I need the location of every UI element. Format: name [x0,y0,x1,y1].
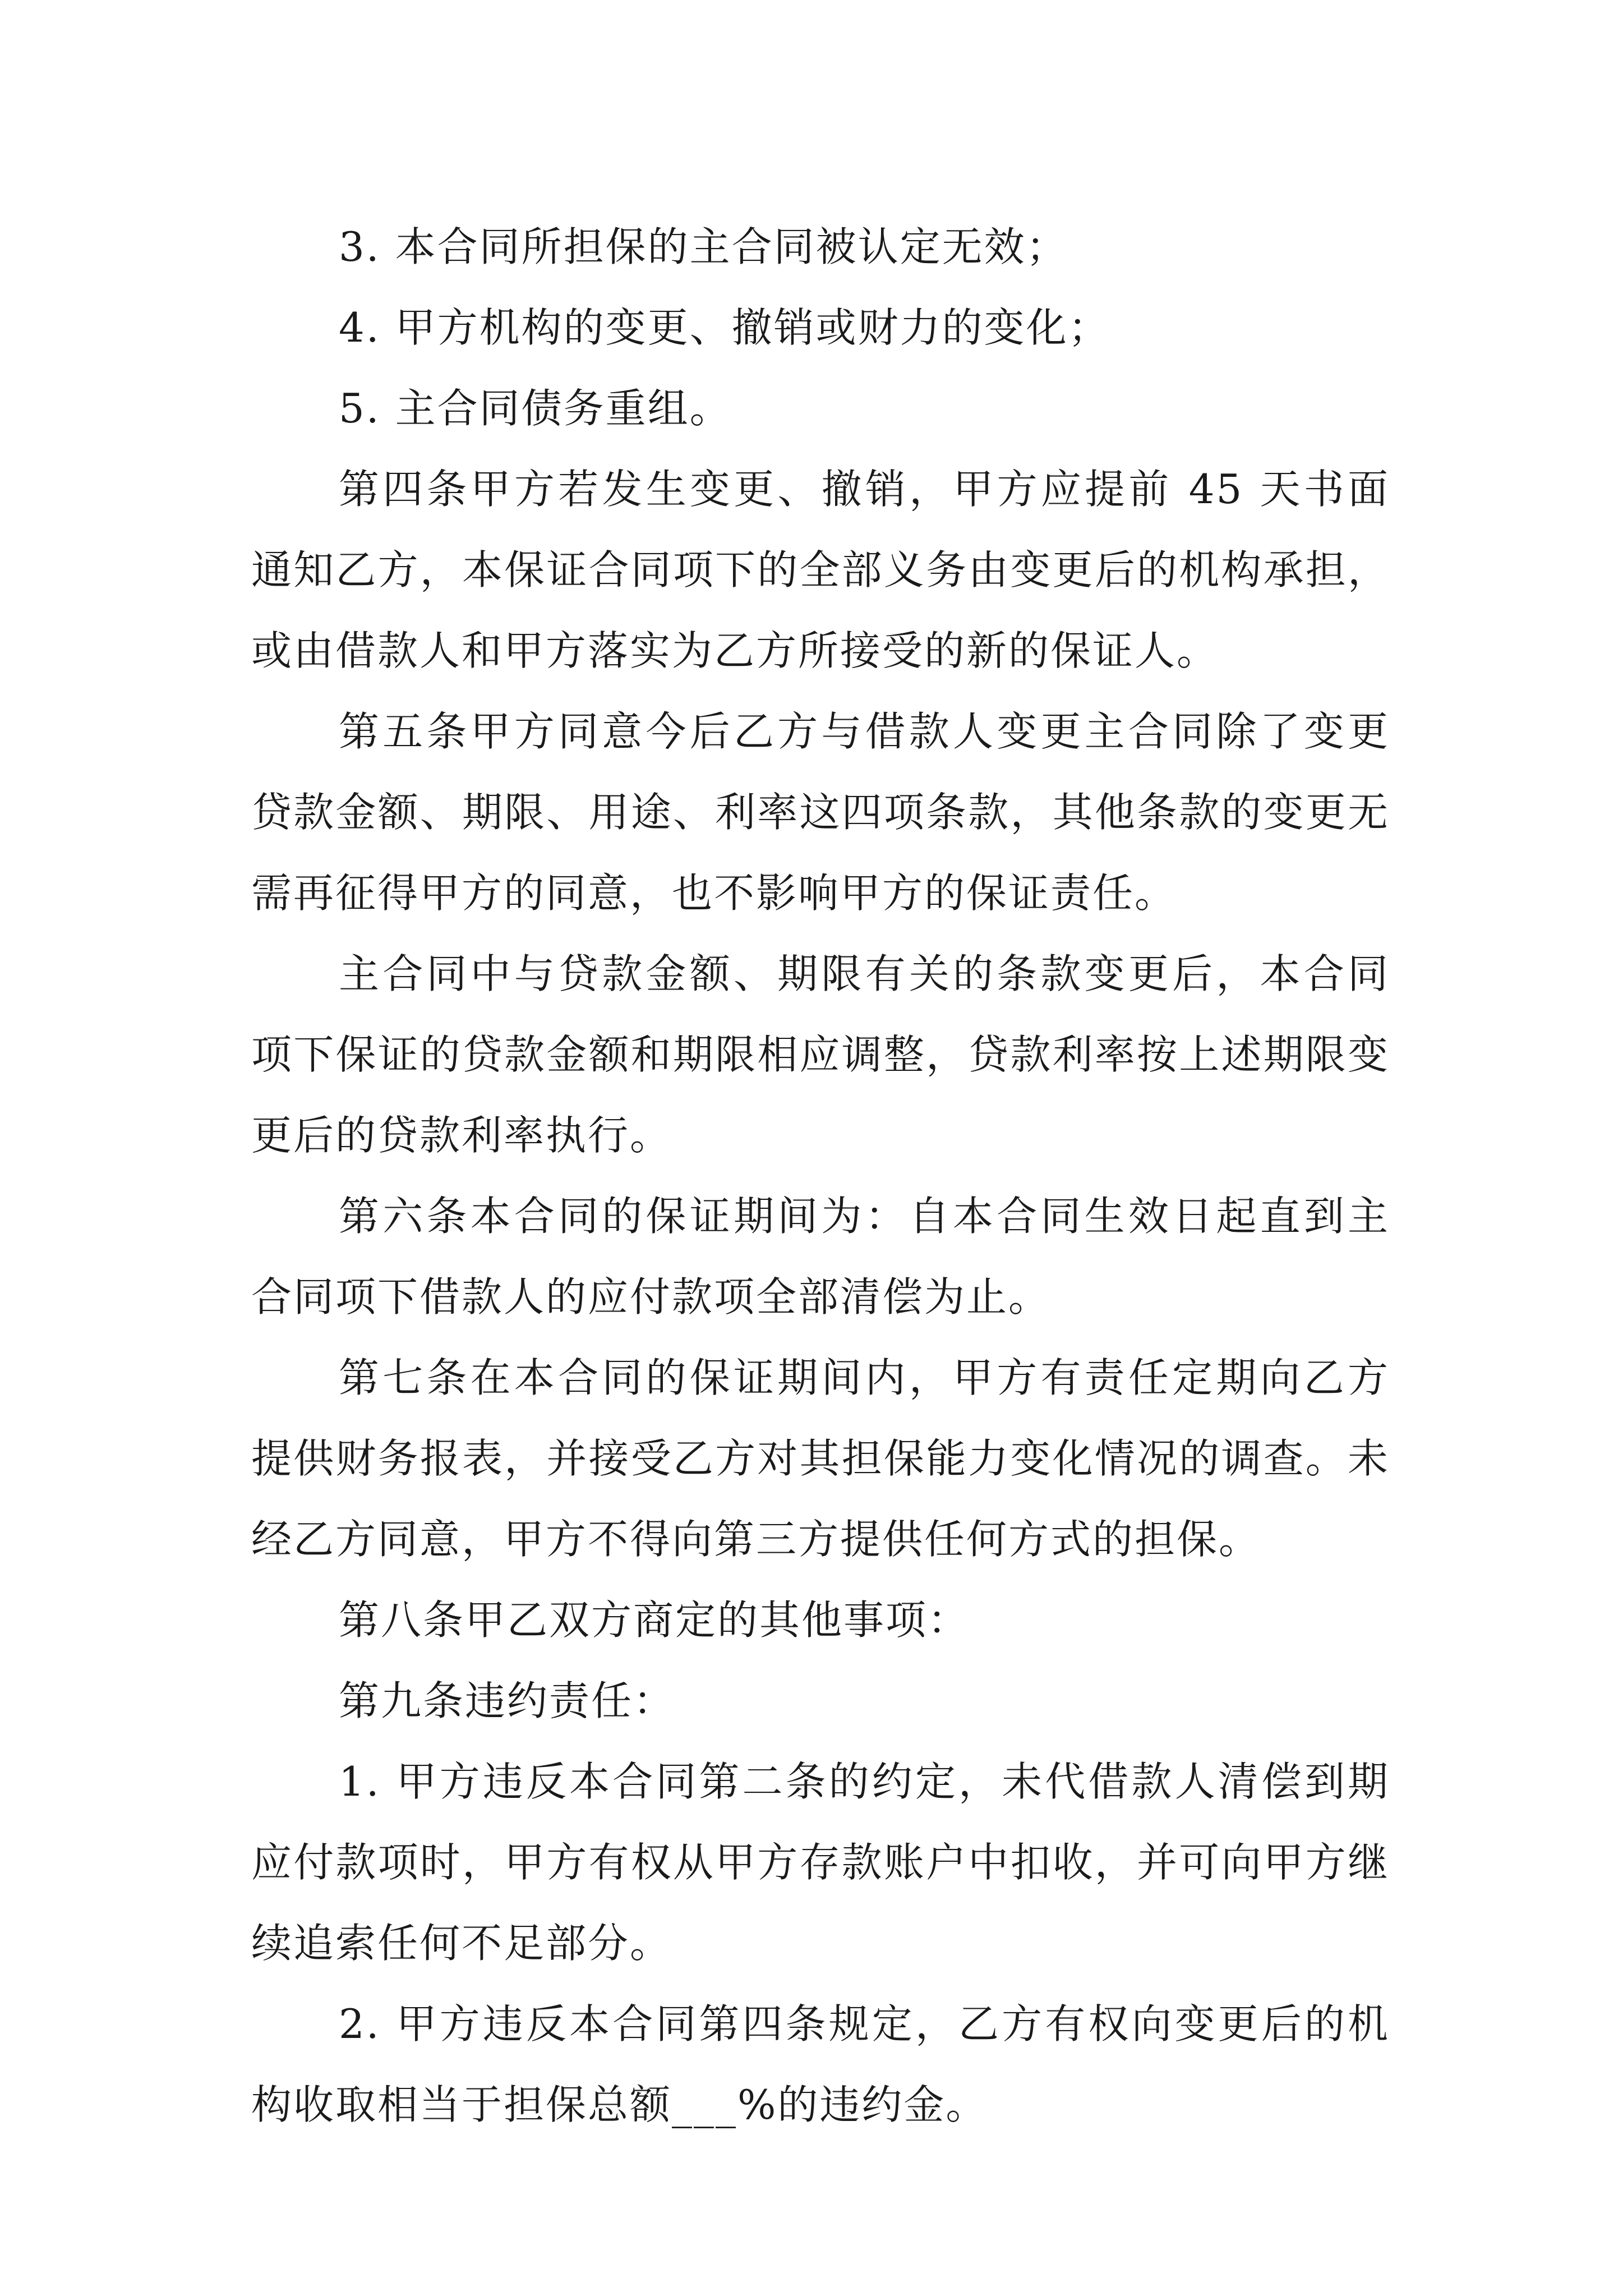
document-body [251,206,1390,2145]
paragraph-article-9-item-1: 1. 甲方违反本合同第二条的约定，未代借款人清偿到期应付款项时，甲方有权从甲方存款账户中扣收，并可向甲方继续追索任何不足部分。 [251,1758,1390,1967]
paragraph-article-5-adjustment: 主合同中与贷款金额、期限有关的条款变更后，本合同项下保证的贷款金额和期限相应调整，贷款利率按上述期限变更后的贷款利率执行。 [251,950,1390,1159]
paragraph-clause-3-3: 3. 本合同所担保的主合同被认定无效； [339,223,1068,270]
paragraph-article-7: 第七条在本合同的保证期间内，甲方有责任定期向乙方提供财务报表，并接受乙方对其担保能力变化情况的调查。未经乙方同意，甲方不得向第三方提供任何方式的担保。 [251,1354,1390,1563]
paragraph-article-9: 第九条违约责任： [339,1677,676,1724]
paragraph-clause-3-4: 4. 甲方机构的变更、撤销或财力的变化； [339,304,1110,351]
paragraph-article-9-item-2: 2. 甲方违反本合同第四条规定，乙方有权向变更后的机构收取相当于担保总额___%的违约金。 [251,2000,1390,2128]
paragraph-article-6: 第六条本合同的保证期间为：自本合同生效日起直到主合同项下借款人的应付款项全部清偿为止。 [251,1193,1390,1320]
paragraph-article-8: 第八条甲乙双方商定的其他事项： [339,1596,970,1644]
paragraph-clause-3-5: 5. 主合同债务重组。 [339,385,732,432]
paragraph-article-5: 第五条甲方同意今后乙方与借款人变更主合同除了变更贷款金额、期限、用途、利率这四项条款，其他条款的变更无需再征得甲方的同意，也不影响甲方的保证责任。 [251,708,1390,917]
paragraph-article-4: 第四条甲方若发生变更、撤销，甲方应提前 45 天书面通知乙方，本保证合同项下的全部义务由变更后的机构承担，或由借款人和甲方落实为乙方所接受的新的保证人。 [251,466,1390,674]
